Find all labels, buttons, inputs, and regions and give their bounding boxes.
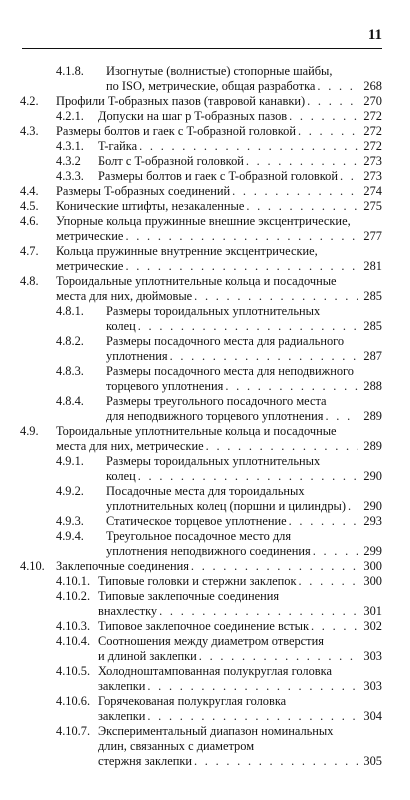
toc-entry-title: длин, связанных с диаметром	[98, 739, 255, 753]
toc-entry	[0, 154, 410, 169]
toc-entry-number: 4.4.	[20, 184, 39, 198]
dot-leader	[199, 649, 358, 664]
dot-leader	[225, 379, 358, 394]
dot-leader	[246, 154, 358, 169]
toc-entry-title: колец	[106, 319, 136, 333]
toc-entry-page: 272	[363, 124, 382, 138]
toc-entry-number: 4.9.3.	[56, 514, 84, 528]
toc-entry-number: 4.8.2.	[56, 334, 84, 348]
toc-entry-page: 273	[363, 154, 382, 168]
toc-entry-page: 272	[363, 139, 382, 153]
toc-entry-page: 289	[363, 409, 382, 423]
toc-entry	[0, 664, 410, 694]
toc-entry-title: Треугольное посадочное место для	[106, 529, 292, 543]
toc-entry	[0, 64, 410, 94]
toc-entry-title: колец	[106, 469, 136, 483]
toc-entry-title: Упорные кольца пружинные внешние эксцентрические,	[56, 214, 351, 228]
toc-entry	[0, 139, 410, 154]
toc-entry-title: Размеры тороидальных уплотнительных	[106, 304, 321, 318]
dot-leader	[194, 754, 358, 769]
toc-entry-number: 4.10.5.	[56, 664, 91, 678]
toc-entry-title: для неподвижного торцевого уплотнения	[106, 409, 324, 423]
toc-entry-number: 4.6.	[20, 214, 39, 228]
dot-leader	[191, 559, 358, 574]
toc-entry	[0, 109, 410, 124]
dot-leader	[348, 499, 358, 514]
toc-entry-number: 4.9.1.	[56, 454, 84, 468]
toc-entry	[0, 214, 410, 244]
toc-entry-title: Тороидальные уплотнительные кольца и посадочные	[56, 274, 337, 288]
dot-leader	[317, 79, 358, 94]
toc-entry-page: 281	[363, 259, 382, 273]
toc-entry-number: 4.9.2.	[56, 484, 84, 498]
toc-entry-page: 293	[363, 514, 382, 528]
toc-entry-title: внахлестку	[98, 604, 158, 618]
dot-leader	[125, 229, 358, 244]
dot-leader	[340, 169, 358, 184]
toc-entry-page: 288	[363, 379, 382, 393]
toc-entry	[0, 484, 410, 514]
toc-entry-title: Статическое торцевое уплотнение	[106, 514, 287, 528]
toc-entry-page: 270	[363, 94, 382, 108]
toc-entry	[0, 94, 410, 109]
toc-entry-title: Конические штифты, незакаленные	[56, 199, 245, 213]
dot-leader	[289, 109, 358, 124]
toc-entry-number: 4.10.1.	[56, 574, 91, 588]
toc-entry-title: заклепки	[98, 709, 146, 723]
toc-entry-number: 4.5.	[20, 199, 39, 213]
dot-leader	[147, 709, 358, 724]
dot-leader	[289, 514, 358, 529]
page-number: 11	[367, 27, 382, 43]
toc-entry	[0, 169, 410, 184]
toc-entry	[0, 724, 410, 769]
toc-entry-title: Горячекованая полукруглая головка	[98, 694, 287, 708]
toc-entry-title: Изогнутые (волнистые) стопорные шайбы,	[106, 64, 333, 78]
toc-entry	[0, 199, 410, 214]
toc-entry	[0, 394, 410, 424]
toc-entry-title: Тороидальные уплотнительные кольца и посадочные	[56, 424, 337, 438]
toc-entry-title: Типовое заклепочное соединение встык	[98, 619, 309, 633]
toc-entry-title: метрические	[56, 229, 124, 243]
toc-entry-number: 4.3.	[20, 124, 39, 138]
dot-leader	[170, 349, 358, 364]
toc-entry-number: 4.9.	[20, 424, 39, 438]
toc-entry-title: места для них, метрические	[56, 439, 204, 453]
toc-entry	[0, 274, 410, 304]
toc-entry-number: 4.8.4.	[56, 394, 84, 408]
toc-entry-title: Типовые головки и стержни заклепок	[98, 574, 297, 588]
toc-entry-title: метрические	[56, 259, 124, 273]
toc-entry-page: 299	[363, 544, 382, 558]
toc-entry	[0, 334, 410, 364]
toc-entry-page: 285	[363, 289, 382, 303]
toc-entry-number: 4.8.	[20, 274, 39, 288]
dot-leader	[206, 439, 358, 454]
toc-entry-title: Болт с T-образной головкой	[98, 154, 244, 168]
toc-entry-page: 273	[363, 169, 382, 183]
toc-entry-title: заклепки	[98, 679, 146, 693]
toc-entry-title: стержня заклепки	[98, 754, 192, 768]
toc-entry-title: места для них, дюймовые	[56, 289, 193, 303]
dot-leader	[307, 94, 358, 109]
toc-entry-title: Экспериментальный диапазон номинальных	[98, 724, 334, 738]
toc-entry-title: Заклепочные соединения	[56, 559, 189, 573]
toc-entry-title: Типовые заклепочные соединения	[98, 589, 280, 603]
toc-entry-page: 275	[363, 199, 382, 213]
toc-entry-title: Профили T-образных пазов (тавровой канавки)	[56, 94, 306, 108]
dot-leader	[313, 544, 358, 559]
toc-entry-title: Размеры болтов и гаек с T-образной головкой	[98, 169, 338, 183]
toc-entry-number: 4.10.4.	[56, 634, 91, 648]
toc-entry-number: 4.3.2	[56, 154, 81, 168]
toc-entry-number: 4.3.3.	[56, 169, 84, 183]
toc-entry-title: Размеры T-образных соединений	[56, 184, 231, 198]
toc-entry-number: 4.3.1.	[56, 139, 84, 153]
toc-entry	[0, 559, 410, 574]
toc-entry-number: 4.10.2.	[56, 589, 91, 603]
toc-entry-title: T-гайка	[98, 139, 138, 153]
dot-leader	[246, 199, 358, 214]
toc-entry-title: Размеры посадочного места для радиального	[106, 334, 345, 348]
toc-entry-page: 272	[363, 109, 382, 123]
dot-leader	[159, 604, 358, 619]
toc-entry-page: 304	[363, 709, 382, 723]
dot-leader	[232, 184, 358, 199]
page-header	[22, 26, 382, 49]
toc-entry-number: 4.10.3.	[56, 619, 91, 633]
dot-leader	[125, 259, 358, 274]
toc-entry-number: 4.7.	[20, 244, 39, 258]
toc-entry-number: 4.10.	[20, 559, 45, 573]
toc-entry-number: 4.9.4.	[56, 529, 84, 543]
toc-entry-title: уплотнения	[106, 349, 168, 363]
toc-entry-title: Холодноштампованная полукруглая головка	[98, 664, 332, 678]
toc-entry	[0, 574, 410, 589]
dot-leader	[298, 124, 358, 139]
toc-entry	[0, 619, 410, 634]
toc-entry-title: уплотнения неподвижного соединения	[106, 544, 311, 558]
dot-leader	[138, 319, 358, 334]
toc-entry-page: 300	[363, 559, 382, 573]
toc-entry	[0, 634, 410, 664]
toc-entry-page: 274	[363, 184, 382, 198]
toc-entry-title: уплотнительных колец (поршни и цилиндры)	[106, 499, 346, 513]
toc-entry	[0, 454, 410, 484]
toc-entry-page: 285	[363, 319, 382, 333]
toc-entry-title: и длиной заклепки	[98, 649, 197, 663]
toc-entry-title: Кольца пружинные внутренние эксцентрические,	[56, 244, 318, 258]
toc-entry-title: Размеры болтов и гаек с T-образной головкой	[56, 124, 296, 138]
toc-entry	[0, 694, 410, 724]
toc-entry-title: по ISO, метрические, общая разработка	[106, 79, 316, 93]
dot-leader	[298, 574, 358, 589]
toc-entry	[0, 529, 410, 559]
toc-entry-page: 302	[363, 619, 382, 633]
toc-entry-title: Допуски на шаг p T-образных пазов	[98, 109, 288, 123]
toc-entry-title: Размеры треугольного посадочного места	[106, 394, 327, 408]
dot-leader	[194, 289, 358, 304]
toc-entry-number: 4.2.1.	[56, 109, 84, 123]
toc-entry-number: 4.2.	[20, 94, 39, 108]
table-of-contents	[0, 64, 410, 769]
toc-entry	[0, 304, 410, 334]
toc-entry-page: 300	[363, 574, 382, 588]
toc-entry-number: 4.8.1.	[56, 304, 84, 318]
toc-entry	[0, 124, 410, 139]
dot-leader	[139, 139, 358, 154]
toc-entry-number: 4.8.3.	[56, 364, 84, 378]
toc-entry	[0, 514, 410, 529]
toc-entry-number: 4.1.8.	[56, 64, 84, 78]
toc-entry-title: Размеры посадочного места для неподвижного	[106, 364, 354, 378]
toc-entry-number: 4.10.6.	[56, 694, 91, 708]
toc-entry-page: 303	[363, 649, 382, 663]
dot-leader	[147, 679, 358, 694]
toc-entry-page: 290	[363, 469, 382, 483]
dot-leader	[325, 409, 358, 424]
toc-entry	[0, 364, 410, 394]
toc-entry-page: 303	[363, 679, 382, 693]
toc-entry-title: Посадочные места для тороидальных	[106, 484, 305, 498]
dot-leader	[138, 469, 358, 484]
toc-entry	[0, 244, 410, 274]
toc-entry	[0, 424, 410, 454]
toc-entry-title: Соотношения между диаметром отверстия	[98, 634, 324, 648]
toc-entry-title: Размеры тороидальных уплотнительных	[106, 454, 321, 468]
toc-entry-page: 305	[363, 754, 382, 768]
toc-entry	[0, 184, 410, 199]
dot-leader	[311, 619, 358, 634]
toc-entry-page: 287	[363, 349, 382, 363]
toc-entry-title: торцевого уплотнения	[106, 379, 224, 393]
toc-entry-page: 301	[363, 604, 382, 618]
toc-entry	[0, 589, 410, 619]
toc-entry-page: 290	[363, 499, 382, 513]
toc-entry-page: 268	[363, 79, 382, 93]
toc-entry-page: 277	[363, 229, 382, 243]
toc-entry-page: 289	[363, 439, 382, 453]
toc-entry-number: 4.10.7.	[56, 724, 91, 738]
